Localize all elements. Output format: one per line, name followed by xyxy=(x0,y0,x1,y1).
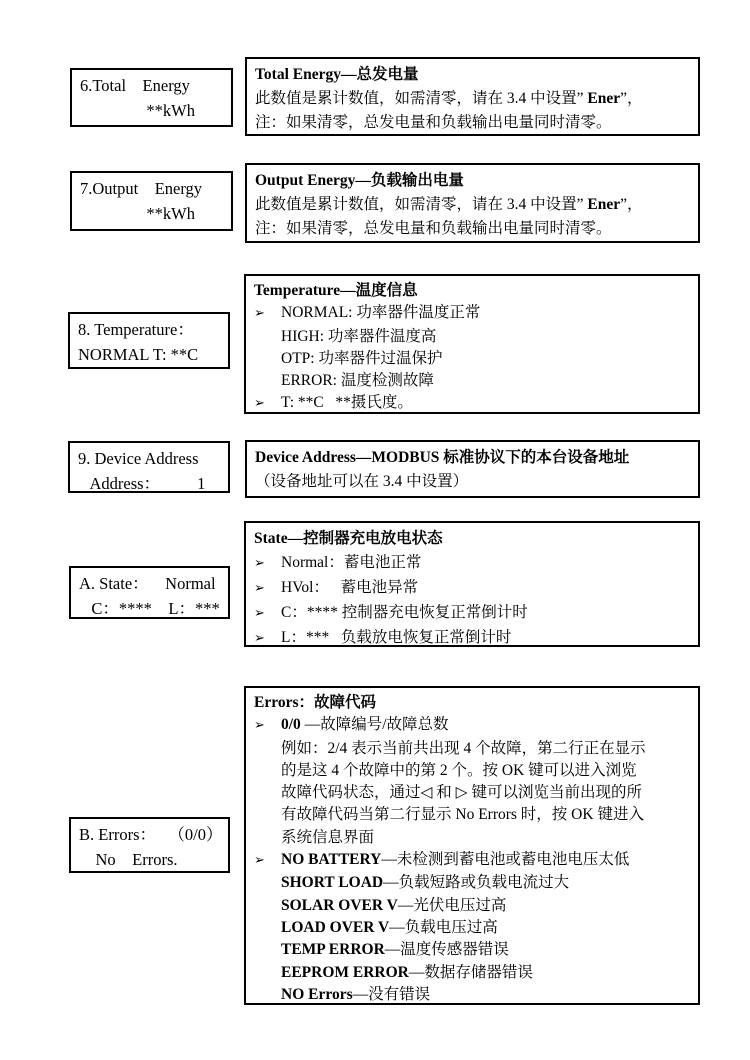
text-line xyxy=(254,551,690,576)
text-segment: Ener xyxy=(587,90,621,107)
text-segment: Device Address—MODBUS 标准协议下的本台设备地址 xyxy=(255,449,630,466)
text-line xyxy=(254,895,690,917)
text-segment: ”， xyxy=(620,90,643,107)
text-line xyxy=(254,601,690,626)
text-line xyxy=(254,939,690,961)
lcd-box-state xyxy=(69,566,230,619)
text-line xyxy=(254,527,690,551)
text-segment: OTP: 功率器件过温保护 xyxy=(281,349,443,367)
text-segment: State—控制器充电放电状态 xyxy=(254,530,443,547)
text-segment: 故障代码状态，通过◁ 和 ▷ 键可以浏览当前出现的所 xyxy=(281,784,642,802)
text-segment: —负载电压过高 xyxy=(389,918,498,936)
info-box-temperature xyxy=(244,274,700,414)
text-line xyxy=(254,348,690,370)
text-line xyxy=(80,98,223,123)
text-segment: NO Errors xyxy=(281,985,353,1003)
text-line xyxy=(255,63,690,87)
text-line xyxy=(80,73,223,98)
text-segment: TEMP ERROR xyxy=(281,941,385,959)
text-segment: 此数值是累计数值，如需清零，请在 3.4 中设置” xyxy=(255,90,588,107)
text-segment: C：**** L：*** xyxy=(79,599,220,618)
text-segment: **kWh xyxy=(146,204,195,223)
text-segment: T: **C **摄氏度。 xyxy=(281,394,413,412)
text-segment: 的是这 4 个故障中的第 2 个。按 OK 键可以进入浏览 xyxy=(281,761,637,779)
text-segment: 此数值是累计数值，如需清零，请在 3.4 中设置” xyxy=(255,196,588,213)
text-segment: 9. Device Address xyxy=(78,449,199,468)
text-segment: SOLAR OVER V xyxy=(281,896,398,914)
text-segment: NO BATTERY xyxy=(281,851,382,869)
text-line xyxy=(79,847,220,872)
text-segment: 7.Output Energy xyxy=(80,179,203,198)
text-line xyxy=(254,626,690,647)
text-segment: HVol： 蓄电池异常 xyxy=(281,579,419,596)
text-line xyxy=(254,984,690,1005)
text-segment: —没有错误 xyxy=(352,985,431,1003)
text-segment: No Errors. xyxy=(79,850,178,869)
text-line xyxy=(80,201,223,226)
lcd-box-temperature xyxy=(68,312,230,369)
info-box-device-address xyxy=(245,440,700,498)
text-segment: 有故障代码当第二行显示 No Errors 时，按 OK 键进入 xyxy=(281,806,644,824)
info-box-total-energy xyxy=(245,57,700,136)
text-segment: 例如：2/4 表示当前共出现 4 个故障，第二行正在显示 xyxy=(281,739,646,757)
text-line xyxy=(255,111,690,135)
bullet-arrow-icon: ➢ xyxy=(254,306,265,322)
text-segment: —负载短路或负载电流过大 xyxy=(383,874,570,892)
text-line xyxy=(79,596,220,619)
text-line xyxy=(254,738,690,760)
text-line xyxy=(78,471,220,493)
text-line xyxy=(254,392,690,414)
text-segment: SHORT LOAD xyxy=(281,874,384,892)
text-line xyxy=(254,917,690,939)
text-line xyxy=(78,446,220,471)
text-line xyxy=(255,217,690,241)
lcd-box-total-energy xyxy=(70,68,233,127)
text-line xyxy=(255,446,690,470)
bullet-arrow-icon: ➢ xyxy=(254,581,265,596)
lcd-box-device-address xyxy=(68,441,230,493)
text-segment: —光伏电压过高 xyxy=(397,896,507,914)
text-segment: B. Errors： （0/0） xyxy=(79,825,223,844)
text-segment: —温度传感器错误 xyxy=(384,941,509,959)
text-segment: 6.Total Energy xyxy=(80,76,190,95)
text-line xyxy=(254,827,690,849)
text-line xyxy=(254,692,690,714)
text-segment: 0/0 xyxy=(281,716,301,734)
text-segment: EEPROM ERROR xyxy=(281,963,409,981)
text-line xyxy=(254,962,690,984)
text-line xyxy=(80,176,223,201)
text-segment: NORMAL: 功率器件温度正常 xyxy=(281,304,481,322)
text-segment: C：**** 控制器充电恢复正常倒计时 xyxy=(281,604,528,621)
text-segment: Address： 1 xyxy=(78,474,206,493)
text-line xyxy=(254,326,690,348)
bullet-arrow-icon: ➢ xyxy=(254,556,265,571)
text-segment: 注：如果清零，总发电量和负载输出电量同时清零。 xyxy=(255,114,612,131)
bullet-arrow-icon: ➢ xyxy=(254,718,265,734)
text-line xyxy=(254,280,690,302)
lcd-box-errors xyxy=(69,817,230,873)
text-line xyxy=(79,571,220,596)
text-line xyxy=(255,87,690,111)
bullet-arrow-icon: ➢ xyxy=(254,396,265,412)
text-segment: （设备地址可以在 3.4 中设置） xyxy=(255,473,469,490)
info-box-errors xyxy=(244,686,700,1005)
text-segment: 系统信息界面 xyxy=(281,828,375,846)
text-segment: Normal：蓄电池正常 xyxy=(281,554,422,571)
text-line xyxy=(254,714,690,737)
text-segment: NORMAL T: **C xyxy=(78,345,199,364)
text-segment: Total Energy—总发电量 xyxy=(255,66,419,83)
text-segment: L：*** 负载放电恢复正常倒计时 xyxy=(281,629,512,646)
info-box-output-energy xyxy=(245,163,700,243)
info-box-state xyxy=(244,521,700,647)
text-line xyxy=(254,370,690,392)
lcd-box-output-energy xyxy=(70,171,233,231)
text-segment: Output Energy—负载输出电量 xyxy=(255,172,464,189)
text-segment: 8. Temperature： xyxy=(78,320,194,339)
text-segment: ERROR: 温度检测故障 xyxy=(281,372,434,390)
text-segment: —数据存储器错误 xyxy=(408,963,533,981)
text-segment: Temperature—温度信息 xyxy=(254,282,418,299)
text-line xyxy=(78,342,220,367)
text-segment: ”， xyxy=(620,196,643,213)
text-segment: HIGH: 功率器件温度高 xyxy=(281,327,437,345)
text-segment: —故障编号/故障总数 xyxy=(300,716,449,734)
text-line xyxy=(254,760,690,782)
text-segment: **kWh xyxy=(146,101,195,120)
text-segment: A. State： Normal xyxy=(79,574,216,593)
text-line xyxy=(79,822,223,847)
text-segment: 注：如果清零，总发电量和负载输出电量同时清零。 xyxy=(255,220,612,237)
text-line xyxy=(254,302,690,325)
text-line xyxy=(255,169,690,193)
text-segment: Ener xyxy=(587,196,621,213)
bullet-arrow-icon: ➢ xyxy=(254,606,265,621)
text-line xyxy=(254,872,690,894)
text-line xyxy=(254,804,690,826)
text-line xyxy=(255,470,690,494)
text-segment: LOAD OVER V xyxy=(281,918,390,936)
bullet-arrow-icon: ➢ xyxy=(254,853,265,869)
text-line xyxy=(254,576,690,601)
text-line xyxy=(78,317,220,342)
text-segment: Errors：故障代码 xyxy=(254,694,376,711)
text-segment: —未检测到蓄电池或蓄电池电压太低 xyxy=(381,851,630,869)
bullet-arrow-icon: ➢ xyxy=(254,631,265,646)
text-line xyxy=(254,782,690,804)
text-line xyxy=(255,193,690,217)
text-line xyxy=(254,849,690,872)
